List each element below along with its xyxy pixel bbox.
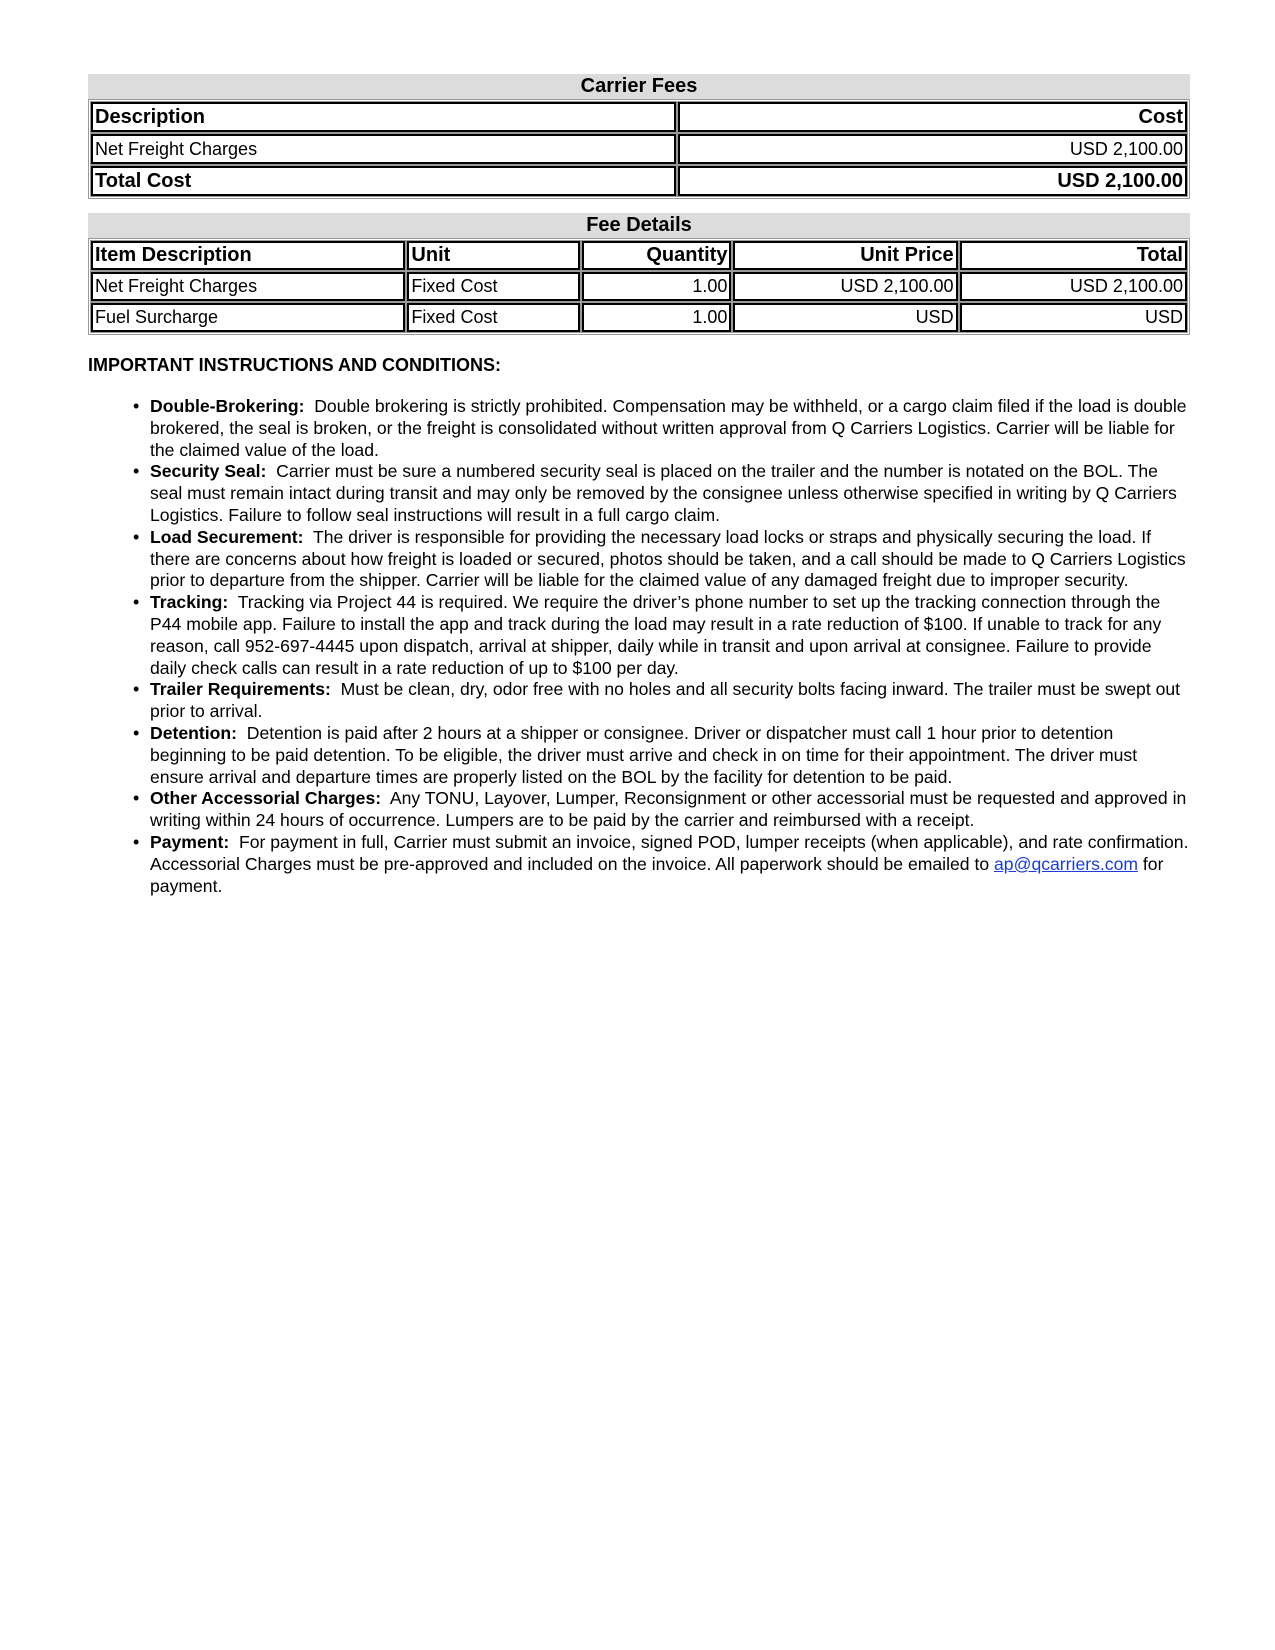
instruction-label: Detention: <box>150 722 237 743</box>
instruction-text: Must be clean, dry, odor free with no holes and all security bolts facing inward. The trailer must be swept out prior to arrival. <box>150 679 1181 722</box>
quantity-cell: 1.00 <box>582 272 731 301</box>
table-row <box>91 134 1187 164</box>
unit-price-header: Unit Price <box>733 241 957 270</box>
item-description-cell: Net Freight Charges <box>91 272 405 301</box>
list-item <box>133 592 1190 679</box>
instruction-text: Detention is paid after 2 hours at a shipper or consignee. Driver or dispatcher must call 1 hour prior to detention beginning to be paid detention. To be eligible, the driver must arrive and check in on time for their appointment. The driver must ensure arrival and departure times are properly listed on the BOL by the facility for detention to be paid. <box>150 722 1138 787</box>
total-header: Total <box>960 241 1187 270</box>
bullet-icon: • <box>133 396 140 416</box>
list-item <box>133 526 1190 592</box>
document-page <box>88 74 1190 897</box>
carrier-fees-section <box>88 74 1190 199</box>
total-cost-value: USD 2,100.00 <box>678 166 1187 196</box>
instruction-label: Double-Brokering: <box>150 396 305 416</box>
instruction-label: Load Securement: <box>150 526 304 547</box>
list-item <box>133 788 1190 832</box>
list-item <box>133 722 1190 788</box>
unit-cell: Fixed Cost <box>407 272 580 301</box>
carrier-fees-table <box>88 99 1190 199</box>
bullet-icon: • <box>133 788 140 809</box>
total-cell: USD <box>960 303 1187 332</box>
item-description-header: Item Description <box>91 241 405 270</box>
unit-cell: Fixed Cost <box>407 303 580 332</box>
bullet-icon: • <box>133 526 140 547</box>
bullet-icon: • <box>133 592 140 613</box>
fee-details-header-row <box>91 241 1187 270</box>
table-row <box>91 303 1187 332</box>
instruction-label: Trailer Requirements: <box>150 679 331 700</box>
item-description-cell: Fuel Surcharge <box>91 303 405 332</box>
payment-suffix: for payment. <box>150 853 1164 896</box>
instruction-label: Security Seal: <box>150 461 267 482</box>
list-item <box>133 396 1190 461</box>
instruction-text: Tracking via Project 44 is required. We require the driver’s phone number to set up the tracking connection through the P44 mobile app. Failure to install the app and track during the load may result in a rate reduction of $100. If unable to track for any reason, call 952-697-4445 upon dispatch, arrival at shipper, daily while in transit and upon arrival at consignee. Failure to provide daily check calls can result in a rate reduction of up to $100 per day. <box>150 592 1162 678</box>
total-cell: USD 2,100.00 <box>960 272 1187 301</box>
payment-label: Payment: <box>150 831 230 852</box>
fee-details-title: Fee Details <box>88 213 1190 238</box>
bullet-icon: • <box>133 831 140 852</box>
bullet-icon: • <box>133 679 140 700</box>
carrier-fees-title: Carrier Fees <box>88 74 1190 99</box>
fee-cost-cell: USD 2,100.00 <box>678 134 1187 164</box>
payment-text: For payment in full, Carrier must submit an invoice, signed POD, lumper receipts (when applicable), and rate confirmation. Accessorial Charges must be pre-approved and included on the invoice. All paperwork should be emailed to <box>150 831 1189 874</box>
unit-header: Unit <box>407 241 580 270</box>
fee-details-table <box>88 238 1190 335</box>
total-cost-label: Total Cost <box>91 166 676 196</box>
fee-details-section <box>88 213 1190 335</box>
instruction-text: The driver is responsible for providing the necessary load locks or straps and physically securing the load. If there are concerns about how freight is loaded or secured, photos should be taken, and a call should be made to Q Carriers Logistics prior to departure from the shipper. Carrier will be liable for the claimed value of any damaged freight due to improper security. <box>150 526 1186 591</box>
instruction-text: Double brokering is strictly prohibited. Compensation may be withheld, or a cargo claim filed if the load is double brokered, the seal is broken, or the freight is consolidated without written approval from Q Carriers Logistics. Carrier will be liable for the claimed value of the load. <box>150 396 1187 460</box>
unit-price-cell: USD <box>733 303 957 332</box>
unit-price-cell: USD 2,100.00 <box>733 272 957 301</box>
list-item <box>133 461 1190 526</box>
cost-header: Cost <box>678 102 1187 132</box>
table-row <box>91 272 1187 301</box>
list-item <box>133 679 1190 723</box>
instructions-heading: IMPORTANT INSTRUCTIONS AND CONDITIONS: <box>88 355 501 375</box>
fee-description-cell: Net Freight Charges <box>91 134 676 164</box>
instruction-text: Carrier must be sure a numbered security seal is placed on the trailer and the number is notated on the BOL. The seal must remain intact during transit and may only be removed by the consignee unless otherwise specified in writing by Q Carriers Logistics. Failure to follow seal instructions will result in a full cargo claim. <box>150 461 1177 525</box>
list-item <box>133 831 1190 897</box>
carrier-fees-header-row <box>91 102 1187 132</box>
bullet-icon: • <box>133 461 140 482</box>
quantity-header: Quantity <box>582 241 731 270</box>
instruction-label: Other Accessorial Charges: <box>150 788 382 809</box>
instruction-text: Any TONU, Layover, Lumper, Reconsignment or other accessorial must be requested and approved in writing within 24 hours of occurrence. Lumpers are to be paid by the carrier and reimbursed with a receipt. <box>150 788 1187 831</box>
quantity-cell: 1.00 <box>582 303 731 332</box>
instructions-list <box>88 396 1190 897</box>
email-link[interactable]: ap@qcarriers.com <box>994 853 1139 874</box>
instruction-label: Tracking: <box>150 592 229 613</box>
bullet-icon: • <box>133 722 140 743</box>
description-header: Description <box>91 102 676 132</box>
total-cost-row <box>91 166 1187 196</box>
